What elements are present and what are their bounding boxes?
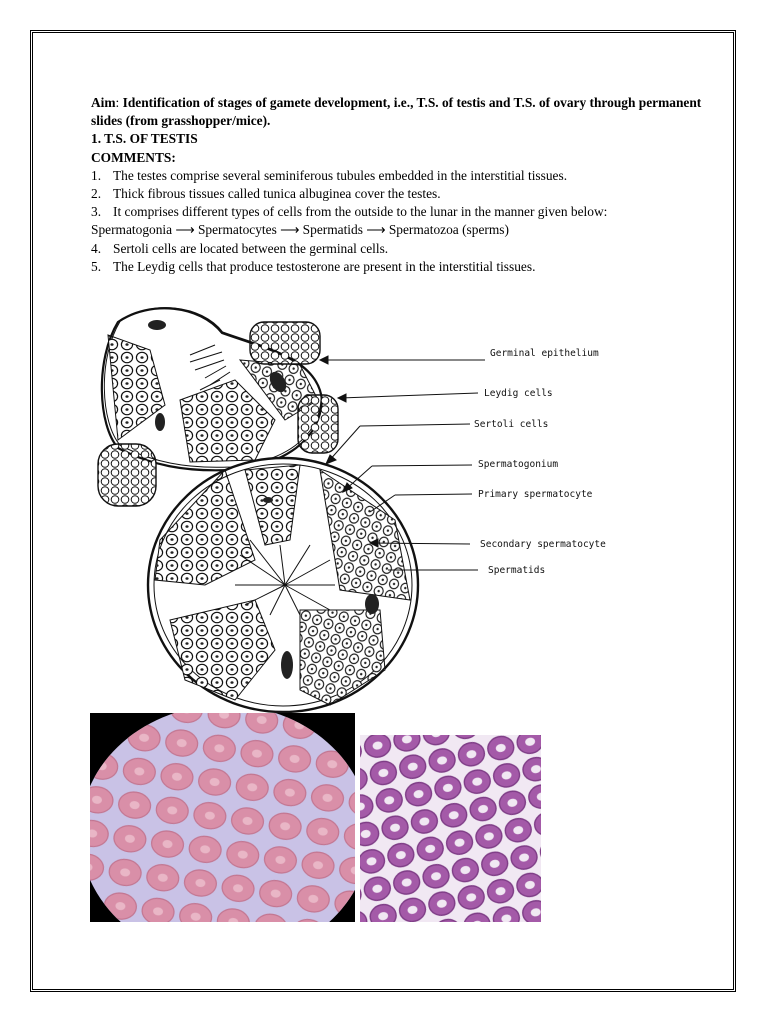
leydig-cluster — [298, 395, 338, 453]
aim-text: Identification of stages of gamete development, i.e., T.S. of testis and T.S. of ovary through permanent slides (from grasshopper/mice). — [91, 95, 702, 129]
aim-paragraph: Aim: Identification of stages of gamete development, i.e., T.S. of testis and T.S. of ovary through permanent slides (from grasshopper/mice). — [91, 95, 702, 129]
item-text: Thick fibrous tissues called tunica albuginea cover the testes. — [113, 186, 441, 202]
label-sertoli-cells: Sertoli cells — [474, 419, 549, 430]
item-text: The Leydig cells that produce testosterone are present in the interstitial tissues. — [113, 258, 536, 274]
lower-tubule — [148, 458, 418, 712]
leydig-cluster — [98, 444, 156, 506]
label-germinal-epithelium: Germinal epithelium — [490, 348, 599, 359]
item-number: 4. — [91, 240, 102, 256]
micrograph-image — [90, 713, 355, 922]
item-number: 1. — [91, 167, 102, 183]
label-primary-spermatocyte: Primary spermatocyte — [478, 489, 593, 500]
item-number: 2. — [91, 186, 102, 202]
item-text: Sertoli cells are located between the germinal cells. — [113, 240, 389, 256]
micrograph-image — [360, 735, 541, 922]
section-heading: 1. T.S. OF TESTIS — [91, 131, 198, 147]
leydig-cluster — [250, 322, 320, 364]
item-text: It comprises different types of cells from the outside to the lunar in the manner given below: — [113, 204, 608, 220]
cell-sequence: Spermatogonia ⟶ Spermatocytes ⟶ Spermatids ⟶ Spermatozoa (sperms) — [91, 222, 509, 238]
label-secondary-spermatocyte: Secondary spermatocyte — [480, 539, 606, 550]
item-text: The testes comprise several seminiferous tubules embedded in the interstitial tissues. — [113, 167, 568, 183]
item-number: 5. — [91, 258, 102, 274]
label-leydig-cells: Leydig cells — [484, 388, 553, 399]
micrograph-stained-section — [360, 735, 541, 922]
label-spermatids: Spermatids — [488, 565, 546, 576]
comments-heading: COMMENTS: — [91, 149, 176, 165]
item-number: 3. — [91, 204, 102, 220]
label-spermatogonium: Spermatogonium — [478, 459, 559, 470]
aim-label: Aim — [91, 95, 116, 110]
micrograph-light-field — [90, 713, 355, 922]
